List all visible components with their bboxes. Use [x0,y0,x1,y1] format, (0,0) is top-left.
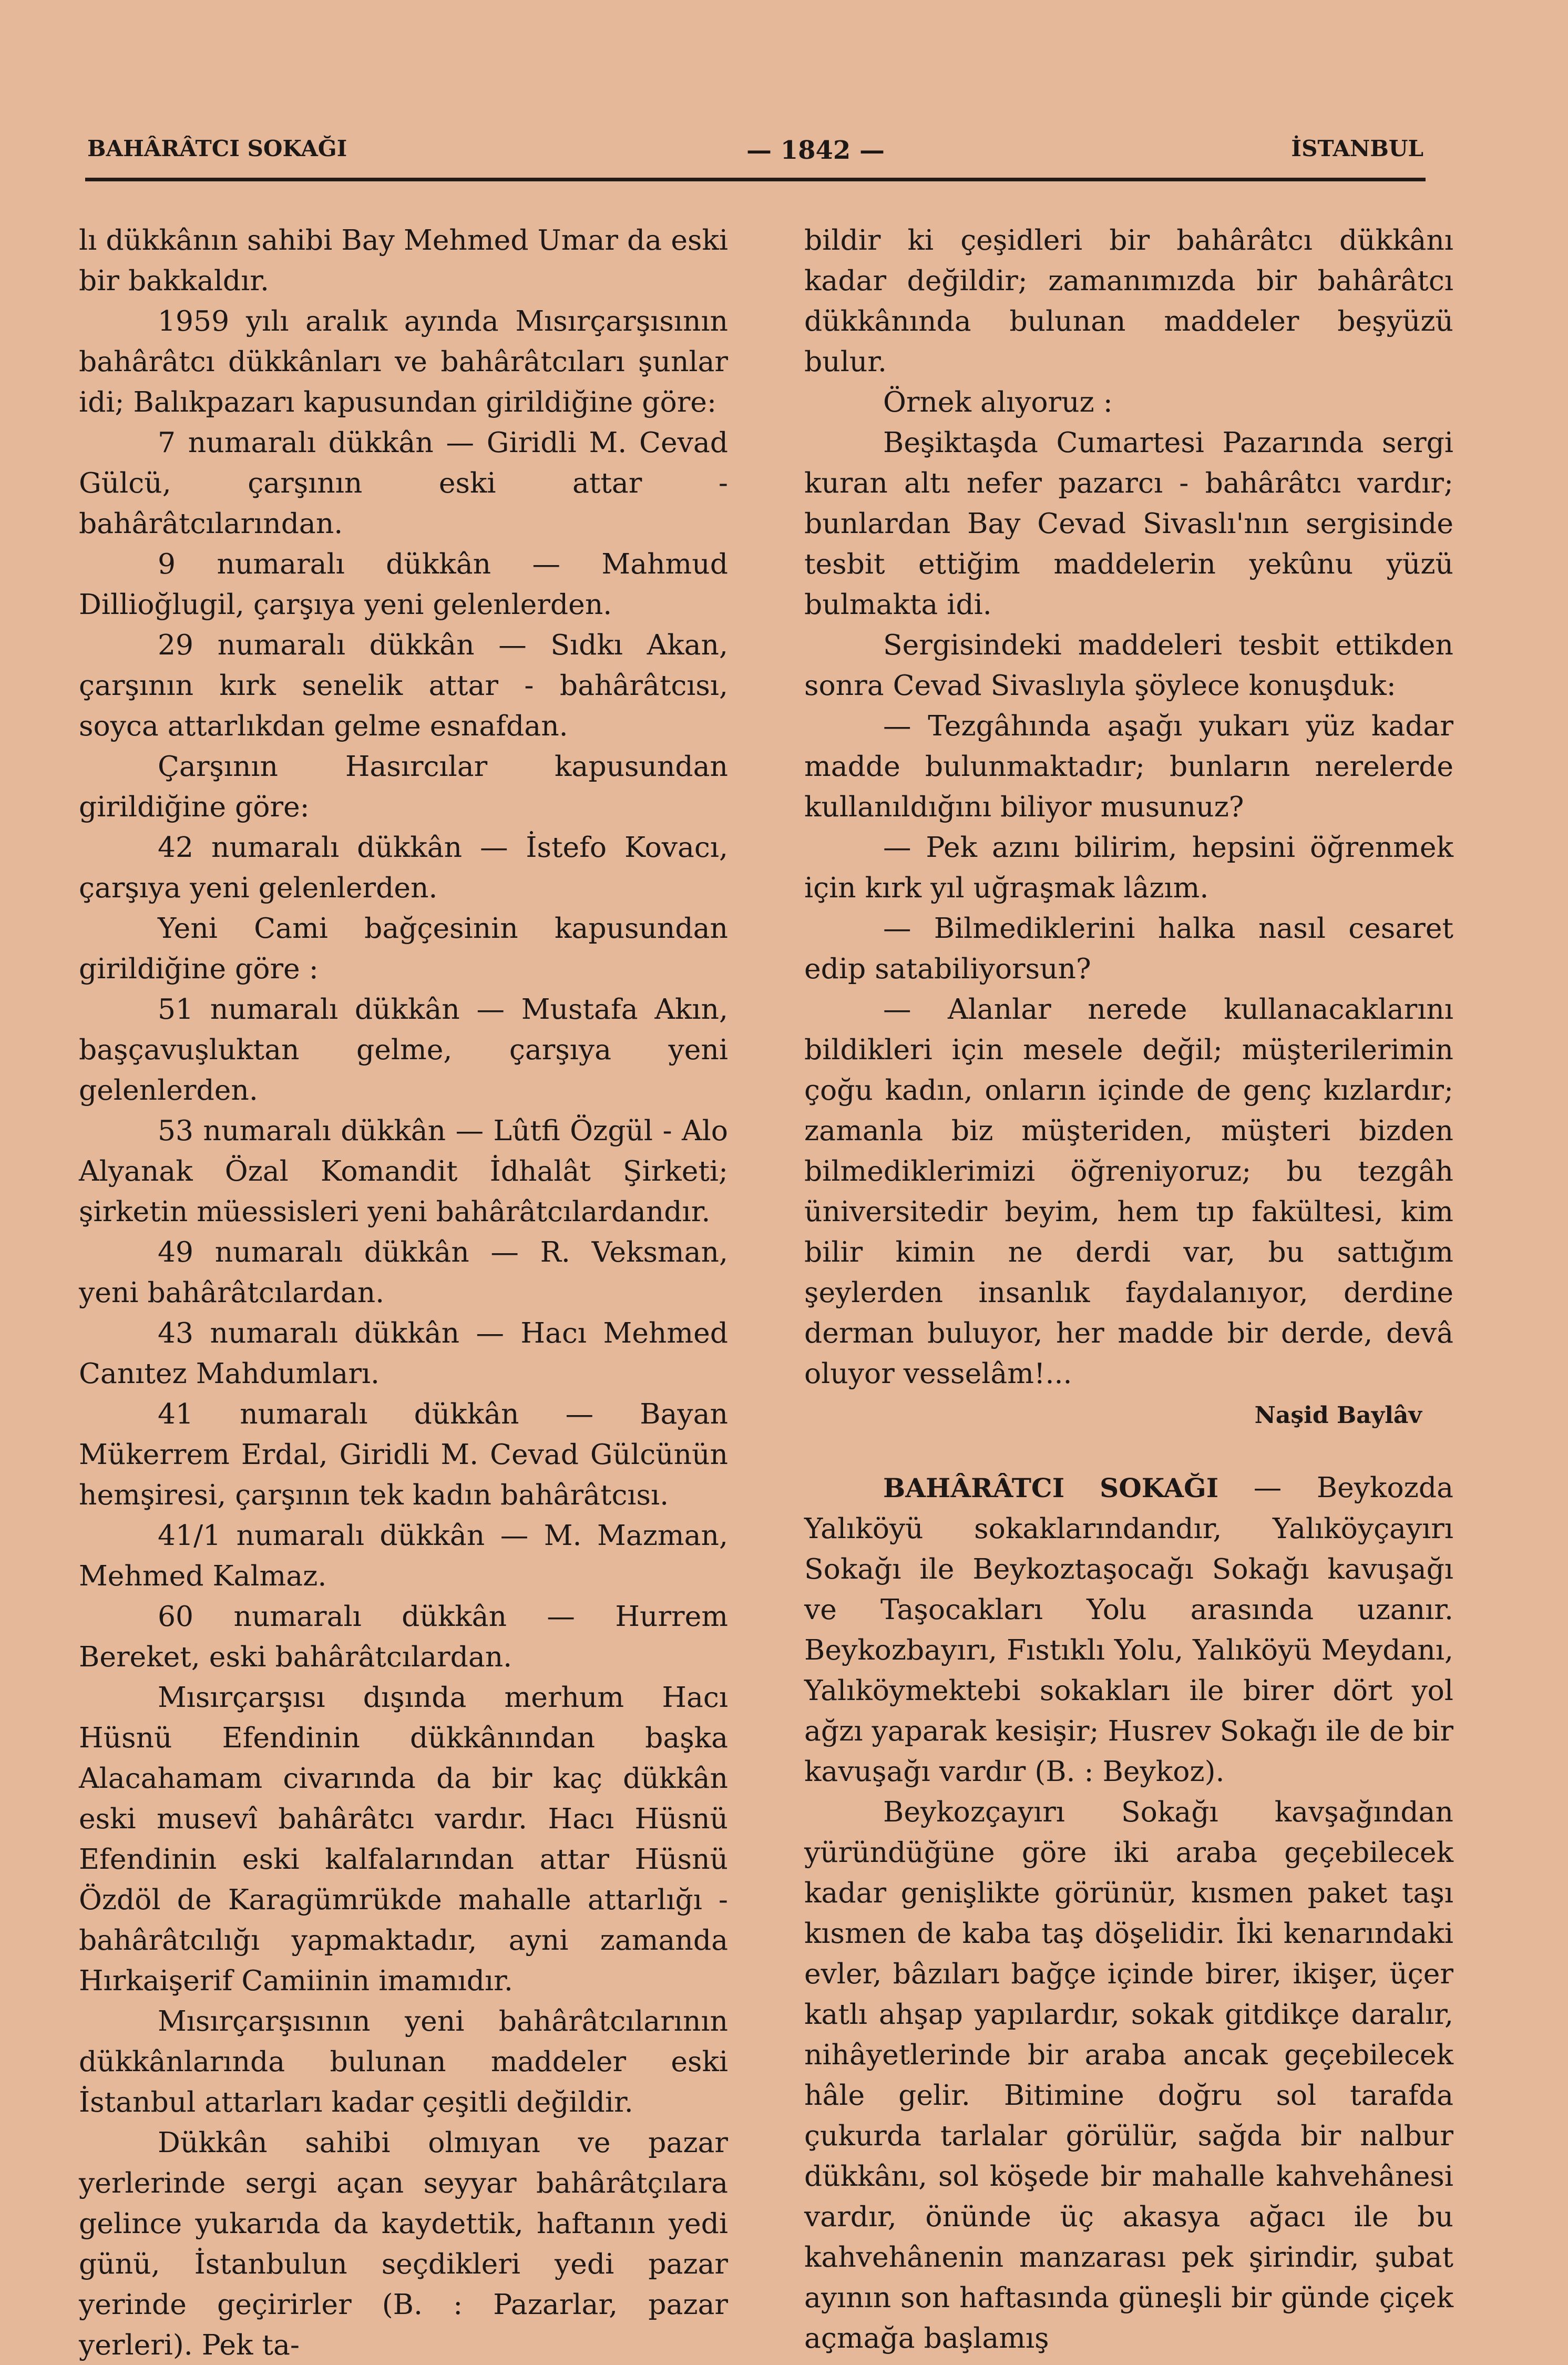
left-column [79,220,728,2365]
paragraph: Örnek alıyoruz : [883,385,1113,418]
header-rule [85,178,1426,181]
paragraph: 60 numaralı dükkân — Hurrem Bereket, eski bahârâtcılardan. [79,1600,728,1673]
dialogue-line: — Tezgâhında aşağı yukarı yüz kadar madde bulunmaktadır; bunların nerelerde kullanıldığını biliyor musunuz? [804,709,1453,823]
dialogue-line: — Alanlar nerede kullanacaklarını bildikleri için mesele değil; müşterilerimin çoğu kadın, onların içinde de genç kızlardır; zamanla biz müşteriden, müşteri bizden bilmediklerimizi öğreniyoruz; bu tezgâh üniversitedir beyim, hem tıp fakültesi, kim bilir kimin ne derdi var, bu sattığım şeylerden insanlık faydalanıyor, derdine derman buluyor, her madde bir derde, devâ oluyor vesselâm!... [804,992,1453,1390]
right-column [804,220,1453,2358]
paragraph: 7 numaralı dükkân — Giridli M. Cevad Gülcü, çarşının eski attar - bahârâtcılarından. [79,426,728,540]
section-gap [804,1438,1453,1467]
paragraph: bildir ki çeşidleri bir bahârâtcı dükkânı kadar değildir; zamanımızda bir bahârâtcı dükkânında bulunan maddeler beşyüzü bulur. [804,223,1453,378]
paragraph: Mısırçarşısı dışında merhum Hacı Hüsnü Efendinin dükkânından başka Alacahamam civarında da bir kaç dükkân eski musevî bahârâtcı vardır. Hacı Hüsnü Efendinin eski kalfalarından attar Hüsnü Özdöl de Karagümrükde mahalle attarlığı - bahârâtcılığı yapmaktadır, ayni zamanda Hırkaişerif Camiinin imamıdır. [79,1681,728,1997]
paragraph: Yeni Cami bağçesinin kapusundan girildiğine göre : [79,912,728,985]
entry-text: — Beykozda Yalıköyü sokaklarındandır, Yalıköyçayırı Sokağı ile Beykoztaşocağı Sokağı kavuşağı ve Taşocakları Yolu arasında uzanır. Beykozbayırı, Fıstıklı Yolu, Yalıköyü Meydanı, Yalıköymektebi sokakları ile birer dört yol ağzı yaparak kesişir; Husrev Sokağı ile de bir kavuşağı vardır (B. : Beykoz). [804,1471,1453,1788]
dialogue-line: — Bilmediklerini halka nasıl cesaret edip satabiliyorsun? [804,912,1453,985]
paragraph: Beykozçayırı Sokağı kavşağından yüründüğüne göre iki araba geçebilecek kadar genişlikte görünür, kısmen paket taşı kısmen de kaba taş döşelidir. İki kenarındaki evler, bâzıları bağçe içinde birer, ikişer, üçer katlı ahşap yapılardır, sokak gitdikçe daralır, nihâyetlerinde bir araba ancak geçebilecek hâle gelir. Bitimine doğru sol tarafda çukurda tarlalar görülür, sağda bir nalbur dükkânı, sol köşede bir mahalle kahvehânesi vardır, önünde üç akasya ağacı ile bu kahvehânenin manzarası pek şirindir, şubat ayının son haftasında güneşli bir günde çiçek açmağa başlamış [804,1795,1453,2354]
paragraph: 43 numaralı dükkân — Hacı Mehmed Canıtez Mahdumları. [79,1316,728,1390]
paragraph: 9 numaralı dükkân — Mahmud Dillioğlugil, çarşıya yeni gelenlerden. [79,547,728,621]
header-city: İSTANBUL [1291,136,1423,161]
entry-heading: BAHÂRÂTCI SOKAĞI [883,1472,1219,1503]
paragraph: Sergisindeki maddeleri tesbit ettikden sonra Cevad Sivaslıyla şöylece konuşduk: [804,628,1453,702]
paragraph: 53 numaralı dükkân — Lûtfi Özgül - Alo Alyanak Özal Komandit İdhalât Şirketi; şirketin müessisleri yeni bahârâtcılardandır. [79,1114,728,1228]
paragraph: Çarşının Hasırcılar kapusundan girildiğine göre: [79,750,728,823]
paragraph: Dükkân sahibi olmıyan ve pazar yerlerinde sergi açan seyyar bahârâtçılara gelince yukarıda da kaydettik, haftanın yedi günü, İstanbulun seçdikleri yedi pazar yerinde geçirirler (B. : Pazarlar, pazar yerleri). Pek ta- [79,2126,728,2361]
paragraph: Beşiktaşda Cumartesi Pazarında sergi kuran altı nefer pazarcı - bahârâtcı vardır; bunlardan Bay Cevad Sivaslı'nın sergisinde tesbit ettiğim maddelerin yekûnu yüzü bulmakta idi. [804,426,1453,621]
paragraph: 41/1 numaralı dükkân — M. Mazman, Mehmed Kalmaz. [79,1519,728,1592]
header-entry-title: BAHÂRÂTCI SOKAĞI [87,136,347,161]
paragraph: 1959 yılı aralık ayında Mısırçarşısının bahârâtcı dükkânları ve bahârâtcıları şunlar idi; Balıkpazarı kapusundan girildiğine göre: [79,304,728,418]
dialogue-line: — Pek azını bilirim, hepsini öğrenmek için kırk yıl uğraşmak lâzım. [804,831,1453,904]
paragraph: 51 numaralı dükkân — Mustafa Akın, başçavuşluktan gelme, çarşıya yeni gelenlerden. [79,992,728,1107]
entry-paragraph [804,1467,1453,1791]
paragraph: 49 numaralı dükkân — R. Veksman, yeni bahârâtcılardan. [79,1235,728,1309]
paragraph: lı dükkânın sahibi Bay Mehmed Umar da eski bir bakkaldır. [79,223,728,297]
paragraph: 42 numaralı dükkân — İstefo Kovacı, çarşıya yeni gelenlerden. [79,831,728,904]
paragraph: 41 numaralı dükkân — Bayan Mükerrem Erdal, Giridli M. Cevad Gülcünün hemşiresi, çarşının tek kadın bahârâtcısı. [79,1397,728,1511]
running-header [78,136,1423,167]
paragraph: Mısırçarşısının yeni bahârâtcılarının dükkânlarında bulunan maddeler eski İstanbul attarları kadar çeşitli değildir. [79,2004,728,2118]
author-signature: Naşid Baylâv [1254,1402,1422,1429]
paragraph: 29 numaralı dükkân — Sıdkı Akan, çarşının kırk senelik attar - bahârâtcısı, soyca attarlıkdan gelme esnafdan. [79,628,728,742]
page-number: — 1842 — [746,136,885,165]
